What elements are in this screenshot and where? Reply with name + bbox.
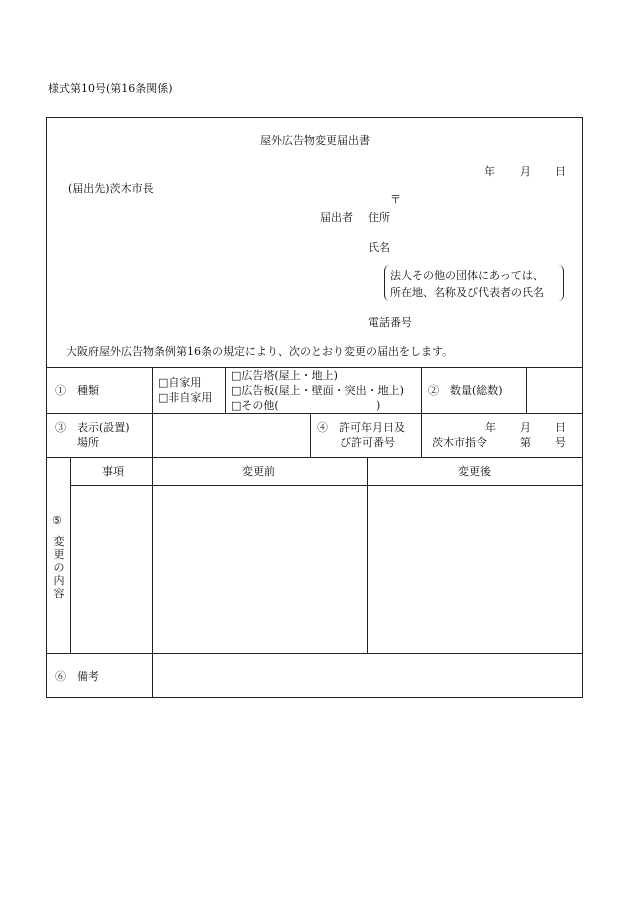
permit-city-label: 茨木市指令 (432, 436, 487, 449)
row5-header-border (70, 485, 583, 486)
table-top-border (46, 367, 583, 368)
address-label: 住所 (368, 211, 390, 224)
change-content-label: 変更の内容 (53, 535, 65, 600)
form-title: 屋外広告物変更届出書 (260, 134, 370, 147)
checkbox-other[interactable]: □その他( (231, 399, 279, 412)
filer-label: 届出者 (320, 211, 353, 224)
date-month-label: 月 (520, 165, 531, 178)
row1-bottom-border (46, 413, 583, 414)
corporate-note-line-2: 所在地、名称及び代表者の氏名 (390, 286, 544, 299)
change-content-number: ⑤ (52, 514, 62, 527)
location-label-line-2: 場所 (77, 436, 99, 449)
row6-divider (152, 653, 153, 697)
type-label: ① 種類 (55, 384, 99, 397)
permit-label-line-1: ④ 許可年月日及 (317, 421, 405, 434)
row5-divider-before (367, 457, 368, 653)
header-item: 事項 (102, 465, 124, 478)
recipient-label: (届出先)茨木市長 (68, 182, 154, 195)
header-after: 変更後 (458, 465, 491, 478)
row1-divider-2 (225, 367, 226, 413)
checkbox-ad-tower[interactable]: □広告塔(屋上・地上) (231, 369, 338, 382)
name-label: 氏名 (368, 241, 390, 254)
permit-year-label: 年 (485, 421, 496, 434)
row3-divider-1 (152, 413, 153, 457)
corporate-note-line-1: 法人その他の団体にあっては、 (390, 269, 544, 282)
remarks-label: ⑥ 備考 (55, 670, 99, 683)
other-close-paren: ) (376, 399, 381, 412)
row1-divider-4 (526, 367, 527, 413)
statement-text: 大阪府屋外広告物条例第16条の規定により、次のとおり変更の届出をします。 (66, 345, 454, 358)
row3-divider-2 (310, 413, 311, 457)
row5-divider-item (152, 457, 153, 653)
date-day-label: 日 (555, 165, 566, 178)
permit-go-label: 号 (555, 436, 566, 449)
row1-divider-3 (421, 367, 422, 413)
row3-bottom-border (46, 457, 583, 458)
location-label-line-1: ③ 表示(設置) (55, 421, 130, 434)
form-number-label: 様式第10号(第16条関係) (48, 82, 173, 95)
header-before: 変更前 (242, 465, 275, 478)
checkbox-private-use[interactable]: □自家用 (158, 376, 202, 389)
form-frame (46, 117, 583, 698)
permit-month-label: 月 (520, 421, 531, 434)
checkbox-ad-board[interactable]: □広告板(屋上・壁面・突出・地上) (231, 384, 404, 397)
row5-divider-label (70, 457, 71, 653)
checkbox-non-private-use[interactable]: □非自家用 (158, 391, 213, 404)
phone-label: 電話番号 (368, 316, 412, 329)
permit-day-label: 日 (555, 421, 566, 434)
row1-divider-1 (152, 367, 153, 413)
date-year-label: 年 (484, 165, 495, 178)
row3-divider-3 (421, 413, 422, 457)
postal-mark: 〒 (390, 193, 401, 206)
permit-dai-label: 第 (520, 436, 531, 449)
row5-bottom-border (46, 653, 583, 654)
permit-label-line-2: び許可番号 (340, 436, 395, 449)
quantity-label: ② 数量(総数) (428, 384, 503, 397)
